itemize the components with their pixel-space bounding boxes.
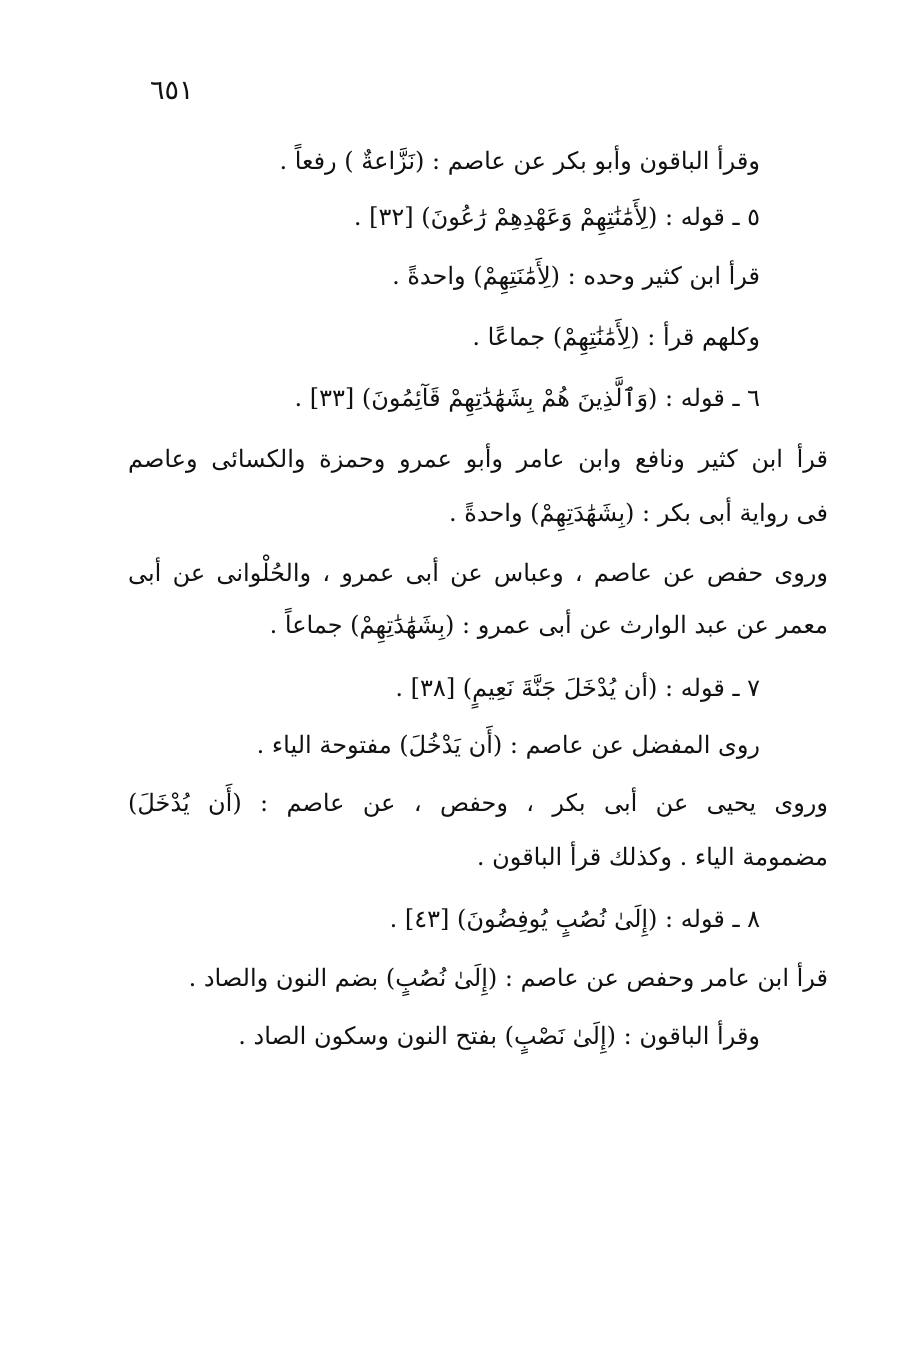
line-text: معمر عن عبد الوارث عن أبى عمرو : (بِشَهَٰدَٰتِهِمْ) جماعاً . — [269, 611, 828, 639]
line-text: مضمومة الياء . وكذلك قرأ الباقون . — [476, 843, 828, 871]
text-line-15 — [128, 961, 828, 995]
line-text: ٧ ـ قوله : (أن يُدْخَلَ جَنَّةَ نَعِيمٍ) [٣٨] . — [395, 674, 760, 702]
text-line-3 — [120, 259, 760, 293]
line-text: روى المفضل عن عاصم : (أَن يَدْخُلَ) مفتوحة الياء . — [256, 731, 760, 759]
line-text: وروى حفص عن عاصم ، وعباس عن أبى عمرو ، والحُلْوانى عن أبى — [128, 559, 828, 587]
text-line-10 — [120, 671, 760, 705]
line-text: ٦ ـ قوله : (وَٱلَّذِينَ هُمْ بِشَهَٰدَٰتِهِمْ قَآئِمُونَ) [٣٣] . — [294, 384, 760, 412]
line-text: فى رواية أبى بكر : (بِشَهَٰدَتِهِمْ) واحدةً . — [449, 499, 828, 527]
page-number: ٦٥١ — [150, 75, 194, 106]
text-line-14 — [120, 902, 760, 936]
text-line-16 — [120, 1019, 760, 1053]
text-line-5 — [120, 381, 760, 415]
text-line-6 — [128, 442, 828, 476]
text-line-4 — [120, 320, 760, 354]
text-line-2 — [120, 200, 760, 234]
text-line-9 — [128, 608, 828, 642]
line-text: قرأ ابن كثير وحده : (لِأَمَٰنَتِهِمْ) واحدةً . — [392, 262, 760, 290]
text-line-12 — [128, 786, 828, 820]
line-text: وقرأ الباقون وأبو بكر عن عاصم : (نَزَّاعةٌ ) رفعاً . — [279, 147, 760, 175]
line-text: وكلهم قرأ : (لِأَمَٰنَٰتِهِمْ) جماعًا . — [472, 323, 760, 351]
line-text: قرأ ابن كثير ونافع وابن عامر وأبو عمرو وحمزة والكسائى وعاصم — [128, 445, 828, 473]
text-line-7 — [128, 496, 828, 530]
line-text: ٥ ـ قوله : (لِأَمَٰنَٰتِهِمْ وَعَهْدِهِمْ رَٰعُونَ) [٣٢] . — [353, 203, 760, 231]
line-text: قرأ ابن عامر وحفص عن عاصم : (إِلَىٰ نُصُبٍ) بضم النون والصاد . — [188, 964, 828, 992]
text-line-13 — [128, 840, 828, 874]
text-line-8 — [128, 556, 828, 590]
text-line-1 — [120, 144, 760, 178]
line-text: ٨ ـ قوله : (إِلَىٰ نُصُبٍ يُوفِضُونَ) [٤٣] . — [389, 905, 760, 933]
line-text: وقرأ الباقون : (إِلَىٰ نَصْبٍ) بفتح النون وسكون الصاد . — [238, 1022, 760, 1050]
text-line-11 — [120, 728, 760, 762]
line-text: وروى يحيى عن أبى بكر ، وحفص ، عن عاصم : (أَن يُدْخَلَ) — [128, 789, 828, 817]
